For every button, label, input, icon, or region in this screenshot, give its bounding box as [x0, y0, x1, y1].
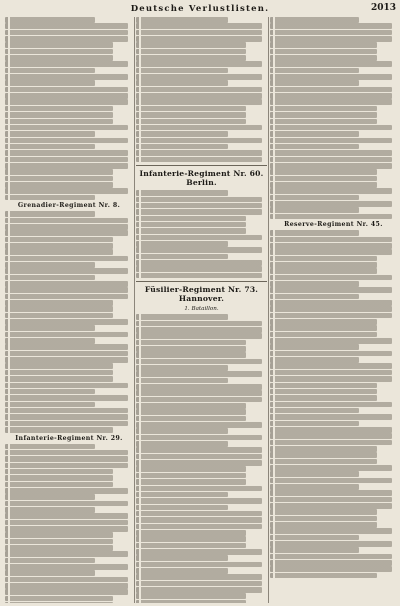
text-line: [5, 61, 128, 67]
text-line: [270, 237, 392, 243]
text-line: [136, 555, 228, 561]
text-line: [5, 344, 128, 350]
text-line: [5, 150, 128, 156]
text-line: [136, 524, 262, 530]
text-line: [270, 287, 392, 293]
text-line: [270, 522, 377, 528]
text-line: [270, 344, 359, 350]
text-line: [136, 93, 262, 99]
text-line: [270, 503, 392, 509]
text-line: [5, 224, 128, 230]
text-line: [136, 466, 246, 472]
text-line: [136, 228, 246, 234]
text-line: [5, 319, 128, 325]
text-line: [136, 536, 246, 542]
text-line: [270, 402, 392, 408]
text-line: [136, 562, 262, 568]
text-line: [5, 42, 113, 48]
text-line: [270, 36, 392, 42]
text-line: [5, 144, 95, 150]
text-line: [136, 365, 228, 371]
text-line: [270, 61, 392, 67]
text-line: [5, 68, 95, 74]
divider: [136, 165, 267, 166]
text-line: [5, 157, 128, 163]
text-line: [270, 566, 392, 572]
column-left: [5, 17, 133, 603]
text-line: [5, 188, 128, 194]
text-line: [270, 112, 377, 118]
text-line: [270, 459, 377, 465]
text-line: [136, 131, 228, 137]
text-block: [5, 444, 133, 604]
text-line: [270, 560, 392, 566]
text-line: [5, 545, 113, 551]
text-line: [270, 427, 392, 433]
text-line: [270, 541, 392, 547]
text-line: [270, 319, 377, 325]
text-line: [136, 371, 262, 377]
text-block: [270, 17, 397, 219]
text-line: [136, 260, 262, 266]
text-line: [270, 490, 392, 496]
text-block: [5, 211, 133, 432]
text-line: [270, 125, 392, 131]
text-line: [270, 182, 377, 188]
text-line: [5, 99, 128, 105]
text-line: [136, 435, 262, 441]
text-line: [5, 195, 95, 201]
text-line: [270, 262, 377, 268]
text-line: [5, 395, 128, 401]
text-line: [5, 577, 128, 583]
text-line: [5, 501, 128, 507]
section-heading: Reserve-Regiment Nr. 45.: [284, 221, 383, 229]
text-line: [270, 214, 392, 220]
text-line: [5, 421, 128, 427]
text-line: [136, 378, 228, 384]
text-line: [270, 55, 377, 61]
text-block: [270, 230, 397, 578]
text-line: [270, 516, 377, 522]
text-line: [136, 266, 262, 272]
text-line: [270, 351, 392, 357]
text-line: [5, 23, 128, 29]
text-line: [5, 402, 95, 408]
text-line: [136, 416, 246, 422]
text-line: [270, 414, 392, 420]
text-line: [5, 475, 113, 481]
text-line: [270, 74, 392, 80]
text-line: [136, 125, 262, 131]
text-line: [136, 359, 262, 365]
text-line: [270, 207, 359, 213]
text-line: [136, 203, 262, 209]
text-line: [136, 384, 262, 390]
text-line: [5, 287, 128, 293]
text-line: [270, 421, 359, 427]
section-heading: Füsilier-Regiment Nr. 73. Hannover.: [144, 285, 259, 304]
text-block: [136, 190, 267, 278]
text-line: [136, 157, 262, 163]
text-line: [5, 558, 95, 564]
text-line: [270, 395, 377, 401]
text-line: [270, 383, 377, 389]
text-line: [5, 602, 113, 603]
text-line: [270, 325, 377, 331]
text-line: [136, 87, 262, 93]
text-line: [5, 351, 128, 357]
text-line: [270, 230, 359, 236]
text-line: [136, 473, 246, 479]
text-line: [5, 138, 128, 144]
text-line: [136, 441, 228, 447]
text-line: [5, 237, 113, 243]
subsection-heading: 1. Bataillon.: [184, 306, 219, 313]
text-block: [5, 17, 133, 200]
text-line: [136, 119, 246, 125]
text-line: [5, 125, 128, 131]
text-line: [136, 454, 262, 460]
text-line: [5, 268, 128, 274]
text-line: [270, 306, 392, 312]
text-line: [136, 479, 246, 485]
text-line: [5, 131, 95, 137]
text-line: [270, 363, 392, 369]
text-line: [5, 230, 128, 236]
text-line: [136, 254, 228, 260]
text-line: [270, 42, 377, 48]
text-line: [136, 55, 246, 61]
text-line: [5, 163, 128, 169]
text-line: [5, 55, 113, 61]
section-heading: Grenadier-Regiment Nr. 8.: [17, 202, 121, 210]
text-line: [5, 80, 95, 86]
text-line: [136, 486, 262, 492]
text-line: [5, 36, 128, 42]
text-line: [270, 68, 359, 74]
text-line: [270, 268, 377, 274]
text-line: [270, 30, 392, 36]
text-line: [270, 195, 359, 201]
text-line: [136, 99, 262, 105]
text-line: [270, 573, 377, 579]
section-heading: Infanterie-Regiment Nr. 29.: [15, 434, 123, 442]
text-line: [270, 535, 359, 541]
text-line: [270, 528, 392, 534]
text-line: [5, 294, 128, 300]
text-line: [136, 197, 262, 203]
text-line: [270, 201, 392, 207]
text-line: [5, 182, 113, 188]
text-line: [136, 409, 246, 415]
text-line: [270, 119, 377, 125]
text-line: [5, 444, 95, 450]
text-line: [270, 452, 377, 458]
text-line: [270, 408, 359, 414]
text-line: [136, 247, 262, 253]
page-title: Deutsche Verlustlisten.: [130, 4, 270, 14]
text-line: [5, 551, 128, 557]
text-line: [270, 376, 392, 382]
text-line: [136, 23, 262, 29]
text-line: [136, 17, 228, 23]
text-line: [5, 338, 95, 344]
text-line: [270, 49, 377, 55]
text-line: [5, 539, 113, 545]
text-line: [270, 157, 392, 163]
text-line: [5, 564, 128, 570]
text-line: [136, 352, 246, 358]
text-line: [5, 262, 95, 268]
text-line: [136, 574, 262, 580]
text-line: [136, 447, 262, 453]
text-line: [270, 275, 392, 281]
text-line: [5, 408, 128, 414]
text-line: [136, 517, 262, 523]
page-header: [0, 2, 400, 16]
text-line: [270, 484, 359, 490]
text-line: [5, 176, 113, 182]
text-line: [270, 294, 359, 300]
text-line: [136, 403, 246, 409]
text-line: [136, 492, 228, 498]
text-line: [5, 526, 128, 532]
text-line: [136, 209, 262, 215]
text-line: [270, 547, 359, 553]
text-line: [136, 314, 228, 320]
text-line: [5, 49, 113, 55]
text-line: [270, 243, 392, 249]
text-line: [136, 106, 246, 112]
text-line: [5, 218, 128, 224]
text-line: [5, 383, 128, 389]
text-line: [5, 507, 95, 513]
text-line: [136, 61, 262, 67]
text-line: [136, 428, 228, 434]
text-line: [270, 163, 392, 169]
columns: [5, 17, 397, 603]
text-line: [136, 543, 246, 549]
text-line: [270, 144, 359, 150]
text-line: [5, 570, 95, 576]
section-heading: Infanterie-Regiment Nr. 60. Berlin.: [139, 169, 264, 188]
text-line: [5, 332, 128, 338]
text-line: [136, 460, 262, 466]
text-line: [270, 313, 392, 319]
text-line: [5, 249, 113, 255]
text-line: [5, 532, 113, 538]
text-line: [5, 427, 113, 433]
text-line: [270, 23, 392, 29]
text-line: [270, 478, 392, 484]
divider: [136, 281, 267, 282]
text-line: [270, 188, 392, 194]
text-line: [5, 463, 128, 469]
text-line: [136, 74, 262, 80]
text-line: [5, 243, 113, 249]
text-line: [5, 389, 95, 395]
text-line: [136, 216, 246, 222]
text-line: [5, 596, 113, 602]
text-line: [5, 325, 95, 331]
text-line: [136, 498, 262, 504]
text-line: [5, 363, 113, 369]
text-line: [270, 338, 392, 344]
text-block: [136, 314, 267, 603]
text-line: [270, 509, 377, 515]
text-line: [270, 106, 377, 112]
text-line: [136, 397, 262, 403]
text-line: [136, 568, 228, 574]
text-line: [5, 275, 95, 281]
text-line: [5, 306, 113, 312]
text-line: [270, 440, 392, 446]
text-line: [270, 150, 392, 156]
text-line: [5, 74, 128, 80]
text-line: [5, 450, 128, 456]
text-line: [270, 131, 359, 137]
text-line: [270, 465, 392, 471]
text-line: [5, 30, 128, 36]
text-line: [136, 241, 228, 247]
page-number: 2013: [370, 3, 396, 13]
text-line: [5, 469, 113, 475]
text-line: [5, 482, 113, 488]
text-line: [270, 80, 359, 86]
text-line: [136, 138, 262, 144]
text-line: [136, 333, 262, 339]
text-block: [136, 17, 267, 162]
text-line: [5, 112, 113, 118]
text-line: [270, 281, 359, 287]
text-line: [5, 414, 128, 420]
text-line: [136, 144, 228, 150]
text-line: [136, 422, 262, 428]
text-line: [136, 340, 246, 346]
text-line: [136, 150, 262, 156]
text-line: [270, 497, 392, 503]
text-line: [270, 256, 377, 262]
text-line: [5, 520, 128, 526]
text-line: [5, 300, 113, 306]
text-line: [136, 222, 246, 228]
text-line: [5, 106, 113, 112]
text-line: [5, 313, 113, 319]
text-line: [5, 93, 128, 99]
text-line: [5, 119, 113, 125]
text-line: [270, 554, 392, 560]
text-line: [270, 93, 392, 99]
text-line: [136, 549, 262, 555]
text-line: [136, 511, 262, 517]
text-line: [270, 249, 392, 255]
column-middle: [136, 17, 267, 603]
text-line: [270, 389, 377, 395]
text-line: [5, 376, 113, 382]
text-line: [5, 17, 95, 23]
text-line: [270, 169, 377, 175]
text-line: [270, 99, 392, 105]
text-line: [5, 357, 128, 363]
text-line: [5, 589, 128, 595]
text-line: [136, 68, 228, 74]
text-line: [136, 390, 262, 396]
text-line: [136, 42, 246, 48]
text-line: [270, 17, 359, 23]
text-line: [270, 138, 392, 144]
text-line: [136, 505, 228, 511]
text-line: [270, 176, 377, 182]
text-line: [5, 370, 113, 376]
text-line: [270, 300, 392, 306]
text-line: [136, 235, 262, 241]
text-line: [136, 327, 262, 333]
text-line: [270, 332, 377, 338]
text-line: [5, 169, 113, 175]
text-line: [136, 49, 246, 55]
text-line: [270, 357, 359, 363]
text-line: [5, 281, 128, 287]
text-line: [270, 446, 377, 452]
text-line: [5, 494, 95, 500]
text-line: [5, 583, 128, 589]
text-line: [136, 593, 246, 599]
text-line: [270, 370, 392, 376]
text-line: [136, 321, 262, 327]
text-line: [136, 346, 246, 352]
text-line: [136, 190, 228, 196]
text-line: [5, 513, 128, 519]
text-line: [136, 600, 246, 603]
text-line: [5, 87, 128, 93]
column-right: [270, 17, 397, 603]
text-line: [270, 471, 359, 477]
text-line: [136, 587, 262, 593]
text-line: [136, 273, 262, 279]
text-line: [5, 488, 128, 494]
text-line: [136, 80, 228, 86]
text-line: [136, 112, 246, 118]
text-line: [136, 581, 262, 587]
text-line: [136, 530, 246, 536]
text-line: [5, 456, 128, 462]
text-line: [270, 433, 392, 439]
text-line: [5, 256, 128, 262]
text-line: [5, 211, 95, 217]
text-line: [136, 30, 262, 36]
text-line: [270, 87, 392, 93]
text-line: [136, 36, 262, 42]
